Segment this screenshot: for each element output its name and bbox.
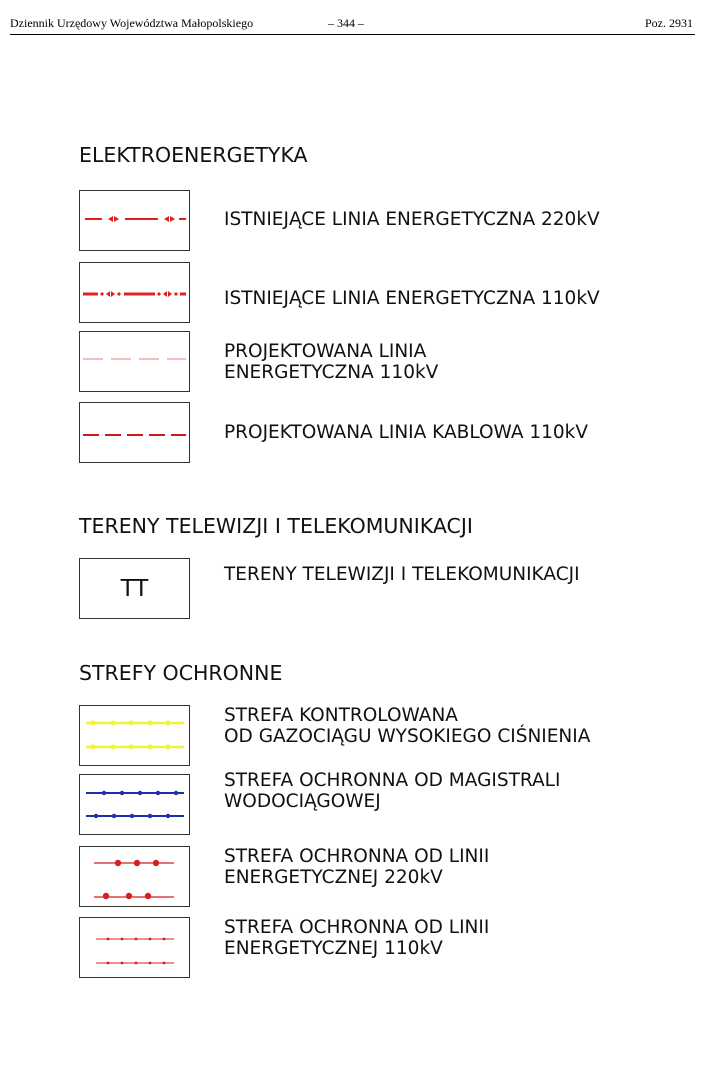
position-number: Poz. 2931 (645, 16, 693, 30)
legend-symbol-water-main-zone (79, 774, 190, 835)
legend-symbol-power-line-220kv-zone (79, 846, 190, 907)
legend-symbol-existing-line-220kv (79, 190, 190, 251)
section-title-telekomunikacja: TERENY TELEWIZJI I TELEKOMUNIKACJI (79, 514, 473, 538)
legend-label-projected-cable-110kv: PROJEKTOWANA LINIA KABLOWA 110kV (224, 422, 589, 443)
section-title-elektroenergetyka: ELEKTROENERGETYKA (79, 143, 308, 167)
legend-label-telekomunikacja: TERENY TELEWIZJI I TELEKOMUNIKACJI (224, 564, 580, 585)
legend-label-water-main-zone: STREFA OCHRONNA OD MAGISTRALI WODOCIĄGOWEJ (224, 770, 561, 812)
journal-title: Dziennik Urzędowy Województwa Małopolskiego (10, 16, 254, 30)
legend-symbol-projected-line-110kv (79, 331, 190, 392)
legend-symbol-existing-line-110kv (79, 262, 190, 323)
tt-symbol-text: TT (120, 575, 149, 602)
legend-label-existing-line-220kv: ISTNIEJĄCE LINIA ENERGETYCZNA 220kV (224, 209, 600, 230)
legend-symbol-gas-zone (79, 705, 190, 766)
legend-symbol-power-line-110kv-zone (79, 917, 190, 978)
legend-label-projected-line-110kv: PROJEKTOWANA LINIA ENERGETYCZNA 110kV (224, 341, 439, 383)
page-number: – 344 – (328, 16, 364, 30)
legend-label-power-line-110kv-zone: STREFA OCHRONNA OD LINII ENERGETYCZNEJ 110kV (224, 917, 490, 959)
legend-label-existing-line-110kv: ISTNIEJĄCE LINIA ENERGETYCZNA 110kV (224, 288, 600, 309)
page-header (10, 14, 695, 35)
legend-symbol-projected-cable-110kv (79, 402, 190, 463)
legend-symbol-tt (79, 558, 190, 619)
legend-label-gas-zone: STREFA KONTROLOWANA OD GAZOCIĄGU WYSOKIEGO CIŚNIENIA (224, 705, 591, 747)
section-title-strefy-ochronne: STREFY OCHRONNE (79, 661, 283, 685)
legend-label-power-line-220kv-zone: STREFA OCHRONNA OD LINII ENERGETYCZNEJ 220kV (224, 846, 490, 888)
